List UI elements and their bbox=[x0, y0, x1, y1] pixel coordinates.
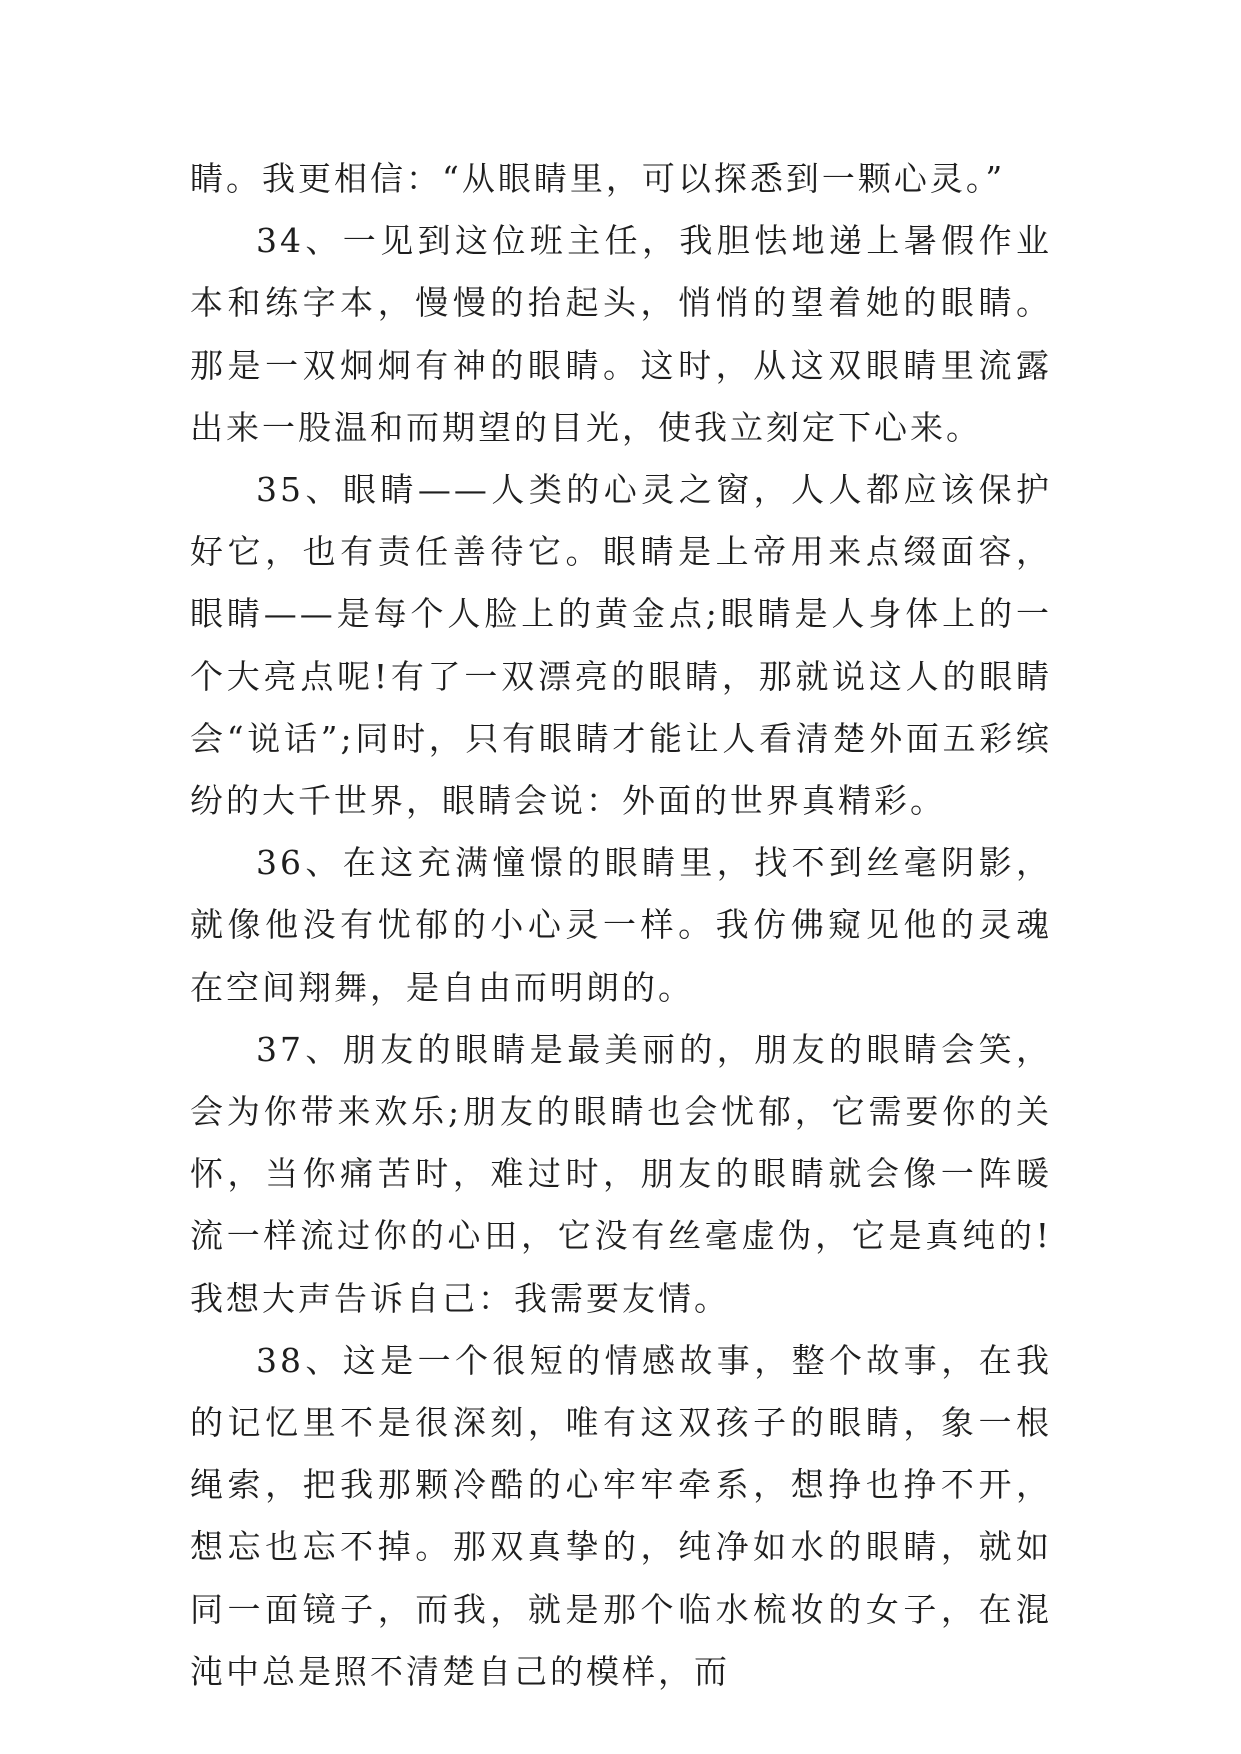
paragraph-34: 34、一见到这位班主任，我胆怯地递上暑假作业本和练字本，慢慢的抬起头，悄悄的望着她的眼睛。那是一双炯炯有神的眼睛。这时，从这双眼睛里流露出来一股温和而期望的目光，使我立刻定下心来。 bbox=[190, 221, 1052, 447]
paragraph-35: 35、眼睛——人类的心灵之窗，人人都应该保护好它，也有责任善待它。眼睛是上帝用来点缀面容，眼睛——是每个人脸上的黄金点;眼睛是人身体上的一个大亮点呢!有了一双漂亮的眼睛，那就说这人的眼睛会“说话”;同时，只有眼睛才能让人看清楚外面五彩缤纷的大千世界，眼睛会说：外面的世界真精彩。 bbox=[190, 470, 1052, 821]
paragraph-continuation: 睛。我更相信：“从眼睛里，可以探悉到一颗心灵。” bbox=[190, 159, 1006, 198]
paragraph-37: 37、朋友的眼睛是最美丽的，朋友的眼睛会笑，会为你带来欢乐;朋友的眼睛也会忧郁，它需要你的关怀，当你痛苦时，难过时，朋友的眼睛就会像一阵暖流一样流过你的心田，它没有丝毫虚伪，它是真纯的!我想大声告诉自己：我需要友情。 bbox=[190, 1029, 1052, 1318]
document-page bbox=[190, 148, 1052, 1703]
paragraph-36: 36、在这充满憧憬的眼睛里，找不到丝毫阴影，就像他没有忧郁的小心灵一样。我仿佛窥见他的灵魂在空间翔舞，是自由而明朗的。 bbox=[190, 843, 1052, 1007]
paragraph-38: 38、这是一个很短的情感故事，整个故事，在我的记忆里不是很深刻，唯有这双孩子的眼睛，象一根绳索，把我那颗冷酷的心牢牢牵系，想挣也挣不开，想忘也忘不掉。那双真挚的，纯净如水的眼睛，就如同一面镜子，而我，就是那个临水梳妆的女子，在混沌中总是照不清楚自己的模样，而 bbox=[190, 1340, 1052, 1691]
